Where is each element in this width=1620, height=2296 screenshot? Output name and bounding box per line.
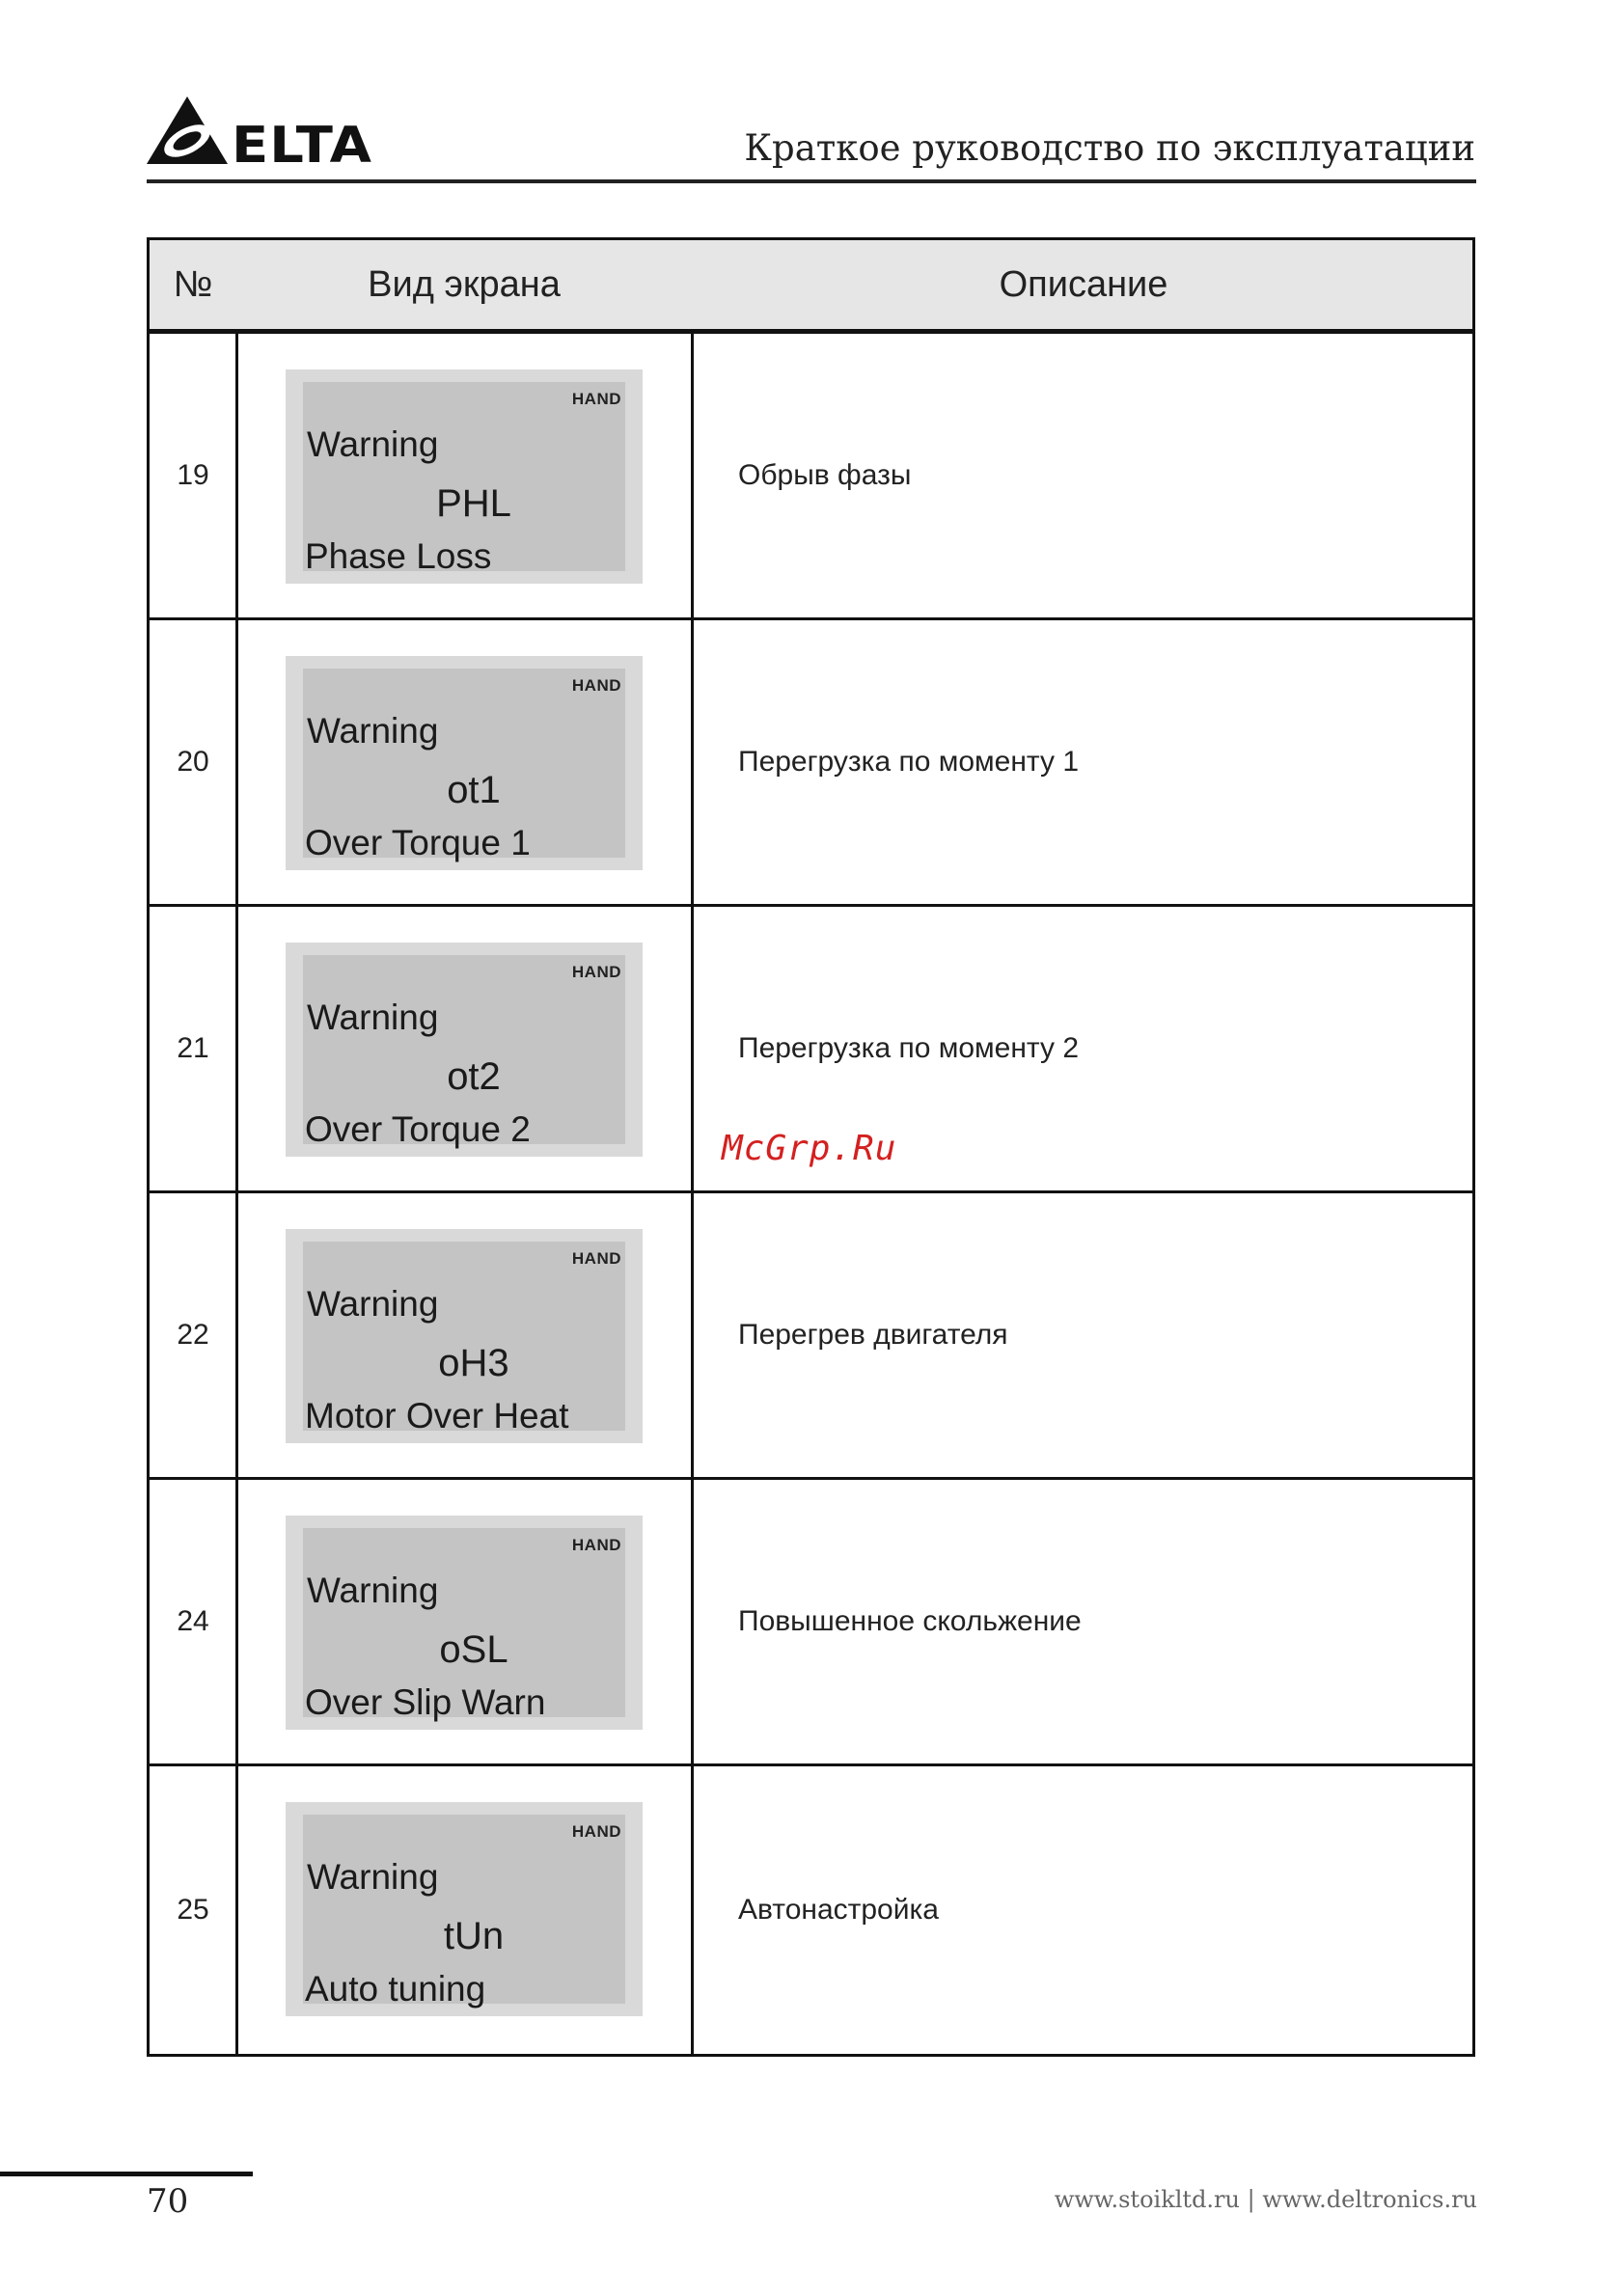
lcd-mode-label: HAND — [571, 1249, 621, 1268]
table-row — [150, 334, 1472, 620]
lcd-warning-code: tUn — [443, 1915, 505, 1957]
table-row — [150, 620, 1472, 907]
column-header-no: № — [173, 263, 213, 305]
lcd-line-3: Over Torque 2 — [305, 1109, 531, 1149]
lcd-line-3: Over Slip Warn — [305, 1682, 546, 1722]
lcd-mode-label: HAND — [571, 1536, 621, 1554]
lcd-warning-code: ot1 — [447, 769, 501, 811]
lcd-mode-label: HAND — [571, 676, 621, 695]
lcd-warning-code: oSL — [439, 1628, 508, 1671]
lcd-line-3: Auto tuning — [305, 1969, 486, 2009]
lcd-display — [303, 382, 625, 576]
row-description: Автонастройка — [738, 1893, 939, 1926]
row-description: Перегрузка по моменту 1 — [738, 746, 1080, 778]
lcd-mode-label: HAND — [571, 963, 621, 981]
lcd-mode-label: HAND — [571, 1822, 621, 1841]
delta-logo — [145, 93, 376, 170]
row-description: Повышенное скольжение — [738, 1605, 1082, 1637]
lcd-line-1: Warning — [307, 1571, 439, 1610]
lcd-line-1: Warning — [307, 424, 439, 464]
lcd-mode-label: HAND — [571, 390, 621, 408]
row-number: 25 — [177, 1893, 209, 1926]
header-divider — [147, 179, 1476, 183]
table-row — [150, 1480, 1472, 1766]
watermark: McGrp.Ru — [722, 1129, 897, 1168]
row-description: Обрыв фазы — [738, 459, 912, 491]
row-number: 21 — [177, 1032, 209, 1064]
delta-logo-icon — [145, 93, 376, 170]
page-number: 70 — [147, 2182, 189, 2221]
row-number: 20 — [177, 746, 209, 778]
table-header — [150, 240, 1472, 334]
document-title: Краткое руководство по эксплуатации — [744, 127, 1475, 169]
lcd-warning-code: oH3 — [438, 1342, 509, 1384]
lcd-display — [303, 955, 625, 1149]
row-number: 19 — [177, 459, 209, 491]
lcd-screen — [286, 656, 643, 870]
row-description: Перегрев двигателя — [738, 1319, 1008, 1351]
lcd-display — [303, 1815, 625, 2009]
lcd-display — [303, 1528, 625, 1722]
lcd-line-1: Warning — [307, 1857, 439, 1897]
column-header-screen: Вид экрана — [368, 263, 561, 305]
footer-links[interactable]: www.stoikltd.ru | www.deltronics.ru — [1054, 2186, 1477, 2213]
lcd-warning-code: PHL — [436, 482, 511, 525]
lcd-screen — [286, 943, 643, 1157]
table-row — [150, 1766, 1472, 2053]
lcd-line-3: Phase Loss — [305, 536, 492, 576]
lcd-screen — [286, 1229, 643, 1443]
row-description: Перегрузка по моменту 2 — [738, 1032, 1080, 1064]
row-number: 22 — [177, 1319, 209, 1351]
lcd-line-1: Warning — [307, 1284, 439, 1324]
footer-divider — [0, 2172, 253, 2176]
lcd-line-1: Warning — [307, 998, 439, 1037]
lcd-line-1: Warning — [307, 711, 439, 751]
lcd-screen — [286, 369, 643, 584]
lcd-line-3: Over Torque 1 — [305, 823, 531, 862]
row-number: 24 — [177, 1605, 209, 1637]
table-row — [150, 1193, 1472, 1480]
column-header-description: Описание — [999, 263, 1168, 305]
lcd-warning-code: ot2 — [447, 1055, 501, 1098]
svg-text:ELTA: ELTA — [232, 117, 372, 170]
lcd-display — [303, 669, 625, 862]
lcd-display — [303, 1242, 625, 1435]
lcd-screen — [286, 1516, 643, 1730]
lcd-screen — [286, 1802, 643, 2016]
lcd-line-3: Motor Over Heat — [305, 1396, 569, 1435]
